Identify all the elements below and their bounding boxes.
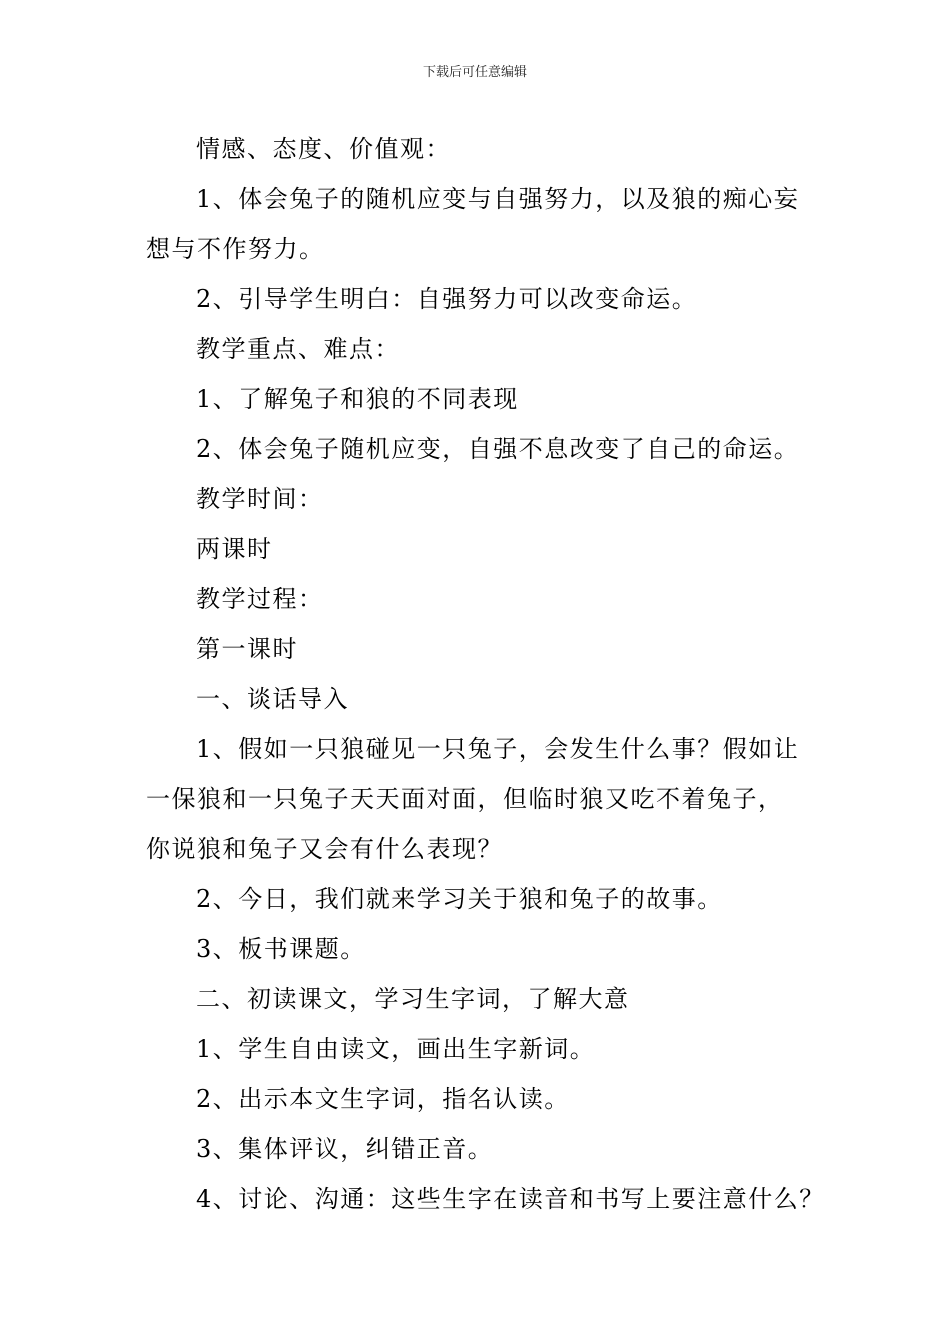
section-heading-process: 教学过程： bbox=[196, 585, 324, 613]
paragraph-line: 2、引导学生明白：自强努力可以改变命运。 bbox=[196, 285, 698, 313]
paragraph-line: 1、假如一只狼碰见一只兔子，会发生什么事？假如让 bbox=[196, 735, 800, 763]
paragraph-line: 你说狼和兔子又会有什么表现？ bbox=[146, 835, 503, 863]
section-heading-intro: 一、谈话导入 bbox=[196, 685, 349, 713]
document-body bbox=[146, 124, 825, 1224]
section-heading-values: 情感、态度、价值观： bbox=[196, 135, 451, 163]
paragraph-line: 3、集体评议，纠错正音。 bbox=[196, 1135, 494, 1163]
paragraph-line: 1、体会兔子的随机应变与自强努力，以及狼的痴心妄 bbox=[196, 185, 800, 213]
section-heading-first-lesson: 第一课时 bbox=[196, 635, 298, 663]
paragraph-line: 2、出示本文生字词，指名认读。 bbox=[196, 1085, 570, 1113]
paragraph-line: 两课时 bbox=[196, 535, 273, 563]
paragraph-line: 一保狼和一只兔子天天面对面，但临时狼又吃不着兔子， bbox=[146, 785, 784, 813]
paragraph-line: 1、了解兔子和狼的不同表现 bbox=[196, 385, 519, 413]
paragraph-line: 想与不作努力。 bbox=[146, 235, 325, 263]
paragraph-line: 2、体会兔子随机应变，自强不息改变了自己的命运。 bbox=[196, 435, 800, 463]
paragraph-line: 3、板书课题。 bbox=[196, 935, 366, 963]
paragraph-line: 1、学生自由读文，画出生字新词。 bbox=[196, 1035, 596, 1063]
section-heading-first-reading: 二、初读课文，学习生字词，了解大意 bbox=[196, 985, 630, 1013]
paragraph-line: 4、讨论、沟通：这些生字在读音和书写上要注意什么？ bbox=[196, 1185, 825, 1213]
section-heading-time: 教学时间： bbox=[196, 485, 324, 513]
page-header: 下载后可任意编辑 bbox=[422, 65, 527, 80]
section-heading-key-points: 教学重点、难点： bbox=[196, 335, 400, 363]
paragraph-line: 2、今日，我们就来学习关于狼和兔子的故事。 bbox=[196, 885, 723, 913]
